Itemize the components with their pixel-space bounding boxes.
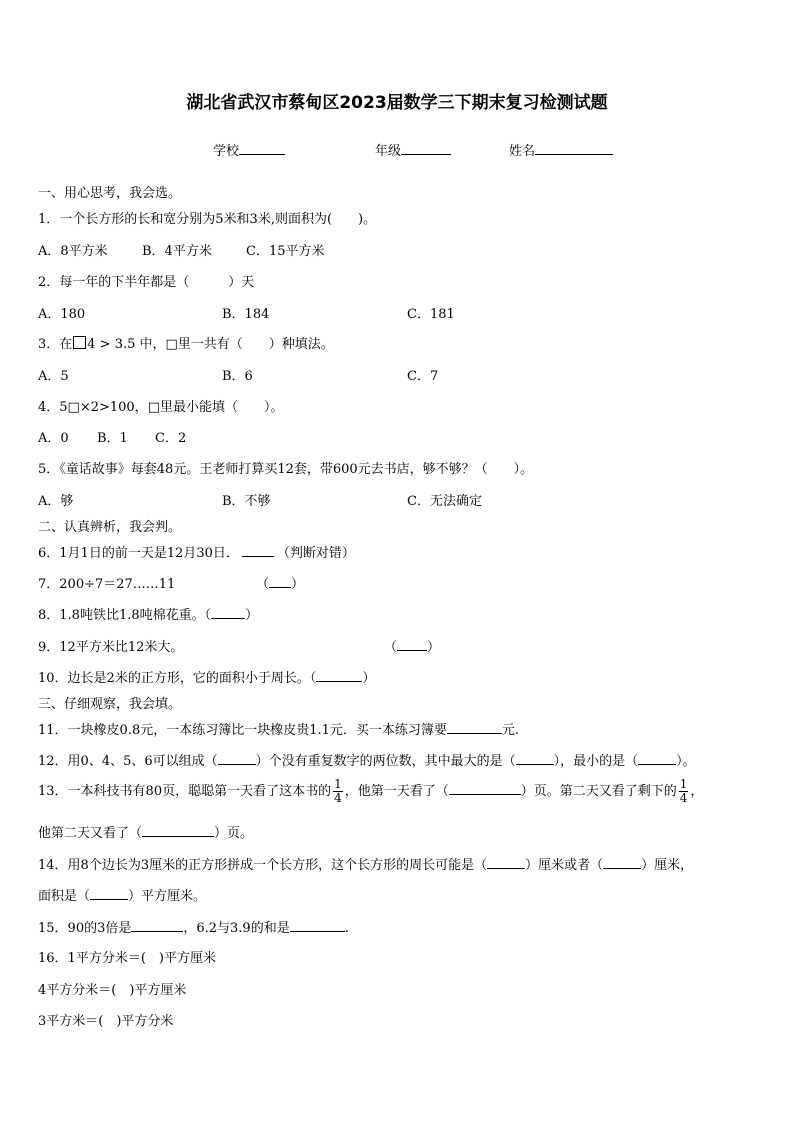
q9-close: ） [427,640,441,655]
question-1: 1．一个长方形的长和宽分别为5米和3米,则面积为( )。 [38,212,377,227]
question-10 [38,667,375,686]
q13-blank-2[interactable] [142,824,214,837]
question-4: 4．5□×2>100，□里最小能填（ ）。 [38,400,284,415]
q13-part-3: ）页。第二天又看了剩下的 [520,784,677,799]
q4-option-b[interactable]: B．1 [97,431,128,446]
q7-close: ） [291,577,305,592]
q10-close: ） [362,671,376,686]
question-12 [38,750,696,769]
name-field [509,140,613,159]
q5-option-a[interactable]: A．够 [38,494,74,509]
fraction-one-quarter: $\frac{1}{4}$ [334,777,342,805]
question-16-line-3: 3平方米＝( )平方分米 [38,1014,174,1029]
square-box-icon [73,336,86,349]
q3-option-b[interactable]: B．6 [222,369,253,384]
q13-part-1: 13．一本科技书有80页，聪聪第一天看了这本书的 [38,784,332,799]
question-15 [38,917,349,936]
q2-option-b[interactable]: B．184 [222,307,270,322]
q7-answer-blank[interactable] [269,575,291,588]
q14-blank-3[interactable] [90,887,128,900]
question-13-line-2 [38,822,253,841]
question-2: 2．每一年的下半年都是（ ）天 [38,275,255,290]
q8-text: 8．1.8吨铁比1.8吨棉花重。（ [38,608,212,623]
q3-text-end: 4 > 3.5 中，□里一共有（ ）种填法。 [87,337,334,352]
q15-blank-1[interactable] [131,919,183,932]
q14-part-1: 14．用8个边长为3厘米的正方形拼成一个长方形，这个长方形的周长可能是（ [38,858,488,873]
fraction-one-quarter-2: $\frac{1}{4}$ [679,777,688,805]
q2-option-a[interactable]: A．180 [38,307,86,322]
question-13 [38,778,703,805]
question-5: 5．《童话故事》每套48元。王老师打算买12套，带600元去书店，够不够？（ ）。 [38,462,534,477]
school-blank[interactable] [239,142,285,155]
q3-option-a[interactable]: A．5 [38,369,69,384]
q9-open: （ [384,640,398,655]
q11-text: 11．一块橡皮0.8元，一本练习簿比一块橡皮贵1.1元．买一本练习簿要 [38,723,447,738]
q13-comma: ， [690,784,704,799]
q14-line2-end: ）平方厘米。 [128,889,207,904]
q6-text: 6．1月1日的前一天是12月30日． [38,546,239,561]
q9-answer [384,636,440,655]
q12-part-4: ）。 [676,754,696,769]
q13-line2-end: ）页。 [214,826,254,841]
name-blank[interactable] [535,142,613,155]
question-11 [38,719,519,738]
q1-option-b[interactable]: B．4平方米 [142,244,212,259]
grade-blank[interactable] [401,142,451,155]
q13-blank-1[interactable] [449,782,521,795]
q4-option-a[interactable]: A．0 [38,431,69,446]
q12-blank-3[interactable] [638,752,676,765]
grade-label: 年级 [375,144,402,159]
q12-part-2: ）个没有重复数字的两位数，其中最大的是（ [255,754,516,769]
q14-blank-1[interactable] [487,856,525,869]
q3-option-c[interactable]: C．7 [407,369,439,384]
question-9: 9．12平方米比12米大。 [38,640,184,655]
q5-option-c[interactable]: C．无法确定 [407,494,482,509]
question-3 [38,333,334,352]
question-16-line-2: 4平方分米＝( )平方厘米 [38,983,187,998]
q12-part-1: 12．用0、4、5、6可以组成（ [38,754,218,769]
q3-text-start: 3．在 [38,337,73,352]
q10-text: 10．边长是2米的正方形，它的面积小于周长。（ [38,671,317,686]
q15-part-1: 15．90的3倍是 [38,921,132,936]
q6-tail: （判断对错） [276,546,355,561]
q8-close: ） [245,608,259,623]
q7-answer [256,573,304,592]
question-6 [38,542,355,561]
question-14 [38,854,693,873]
section-heading-3: 三、仔细观察，我会填。 [38,697,182,712]
q13-line2-start: 他第二天又看了（ [38,826,143,841]
q15-part-2: ，6.2与3.9的和是 [183,921,290,936]
q15-blank-2[interactable] [290,919,345,932]
question-14-line-2 [38,885,206,904]
q12-part-3: ），最小的是（ [553,754,639,769]
q12-blank-2[interactable] [516,752,554,765]
q13-part-2: ，他第一天看了（ [344,784,449,799]
q6-answer-blank[interactable] [242,544,274,557]
q14-part-3: ）厘米， [641,858,694,873]
q2-option-c[interactable]: C．181 [407,307,455,322]
q11-answer-blank[interactable] [447,721,502,734]
question-16-line-1: 16．1平方分米＝( )平方厘米 [38,951,216,966]
school-label: 学校 [213,144,240,159]
q12-blank-1[interactable] [218,752,256,765]
name-label: 姓名 [509,144,536,159]
school-field [213,140,285,159]
q10-answer-blank[interactable] [316,669,362,682]
q7-open: （ [256,577,270,592]
q15-part-3: . [344,921,349,936]
section-heading-1: 一、用心思考，我会选。 [38,186,182,201]
q9-answer-blank[interactable] [397,638,427,651]
q1-option-a[interactable]: A．8平方米 [38,244,108,259]
grade-field [375,140,451,159]
q14-blank-2[interactable] [603,856,641,869]
section-heading-2: 二、认真辨析，我会判。 [38,520,182,535]
page-title: 湖北省武汉市蔡甸区2023届数学三下期末复习检测试题 [186,93,608,113]
q4-option-c[interactable]: C．2 [155,431,187,446]
question-7: 7．200÷7＝27……11 [38,577,176,592]
q8-answer-blank[interactable] [211,606,245,619]
q1-option-c[interactable]: C．15平方米 [246,244,325,259]
q14-line2-start: 面积是（ [38,889,91,904]
q14-part-2: ）厘米或者（ [525,858,604,873]
q11-tail: 元. [501,723,520,738]
q5-option-b[interactable]: B．不够 [222,494,271,509]
question-8 [38,604,258,623]
